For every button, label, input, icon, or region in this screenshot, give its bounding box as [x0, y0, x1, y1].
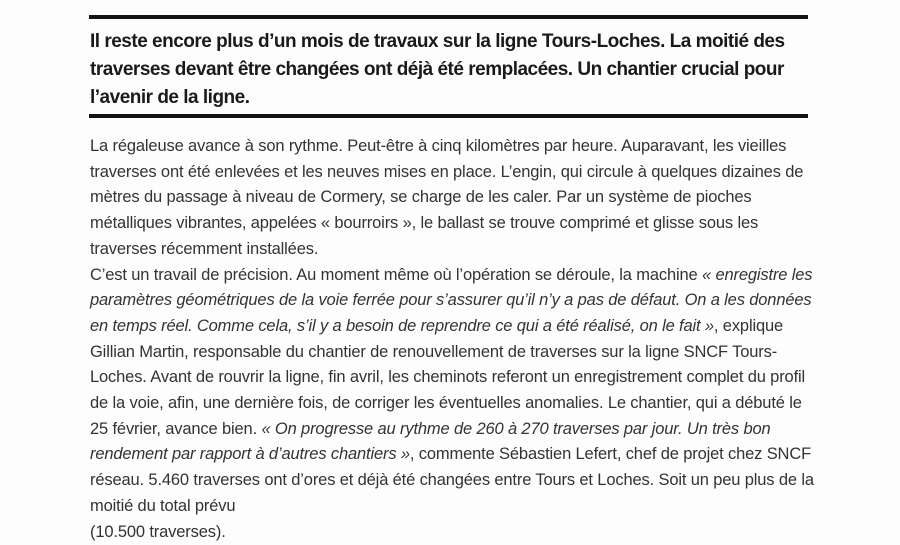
- article-body: [90, 134, 823, 545]
- article-paragraph: [90, 134, 823, 263]
- article-lede: [90, 28, 830, 112]
- text-segment: (10.500 traverses).: [90, 522, 226, 541]
- mid-divider: [89, 114, 808, 118]
- text-segment: , commente Sébastien Lefert, chef de projet chez SNCF réseau. 5.460 traverses ont d’ores et déjà été changées entre Tours et Loches. Soit un peu plus de la moitié du total prévu: [90, 445, 814, 515]
- lede-line: traverses devant être changées ont déjà été remplacées. Un chantier crucial pour: [90, 59, 784, 80]
- quote-segment: « enregistre les paramètres géométriques de la voie ferrée pour s’assurer qu’il n’y a pas de défaut. On a les données en temps réel. Comme cela, s’il y a besoin de reprendre ce qui a été réalisé, on le fait »: [90, 265, 813, 335]
- top-divider: [89, 15, 808, 19]
- quote-segment: « On progresse au rythme de 260 à 270 traverses par jour. Un très bon rendement par rapport à d’autres chantiers »: [90, 419, 771, 464]
- lede-line: l’avenir de la ligne.: [90, 87, 250, 108]
- text-segment: C’est un travail de précision. Au moment même où l’opération se déroule, la machine: [90, 265, 702, 284]
- article-paragraph: [90, 520, 823, 545]
- lede-line: Il reste encore plus d’un mois de travaux sur la ligne Tours-Loches. La moitié des: [90, 31, 785, 52]
- article-paragraph: [90, 263, 823, 520]
- text-segment: , explique Gillian Martin, responsable du chantier de renouvellement de traverses sur la ligne SNCF Tours-Loches. Avant de rouvrir la ligne, fin avril, les cheminots referont un enregistrement complet du profil de la voie, afin, une dernière fois, de corriger les éventuelles anomalies. Le chantier, qui a débuté le 25 février, avance bien.: [90, 316, 806, 438]
- text-segment: La régaleuse avance à son rythme. Peut-être à cinq kilomètres par heure. Auparavant, les vieilles traverses ont été enlevées et les neuves mises en place. L’engin, qui circule à quelques dizaines de mètres du passage à niveau de Cormery, se charge de les caler. Par un système de pioches métalliques vibrantes, appelées « bourroirs », le ballast se trouve comprimé et glisse sous les traverses récemment installées.: [90, 137, 804, 258]
